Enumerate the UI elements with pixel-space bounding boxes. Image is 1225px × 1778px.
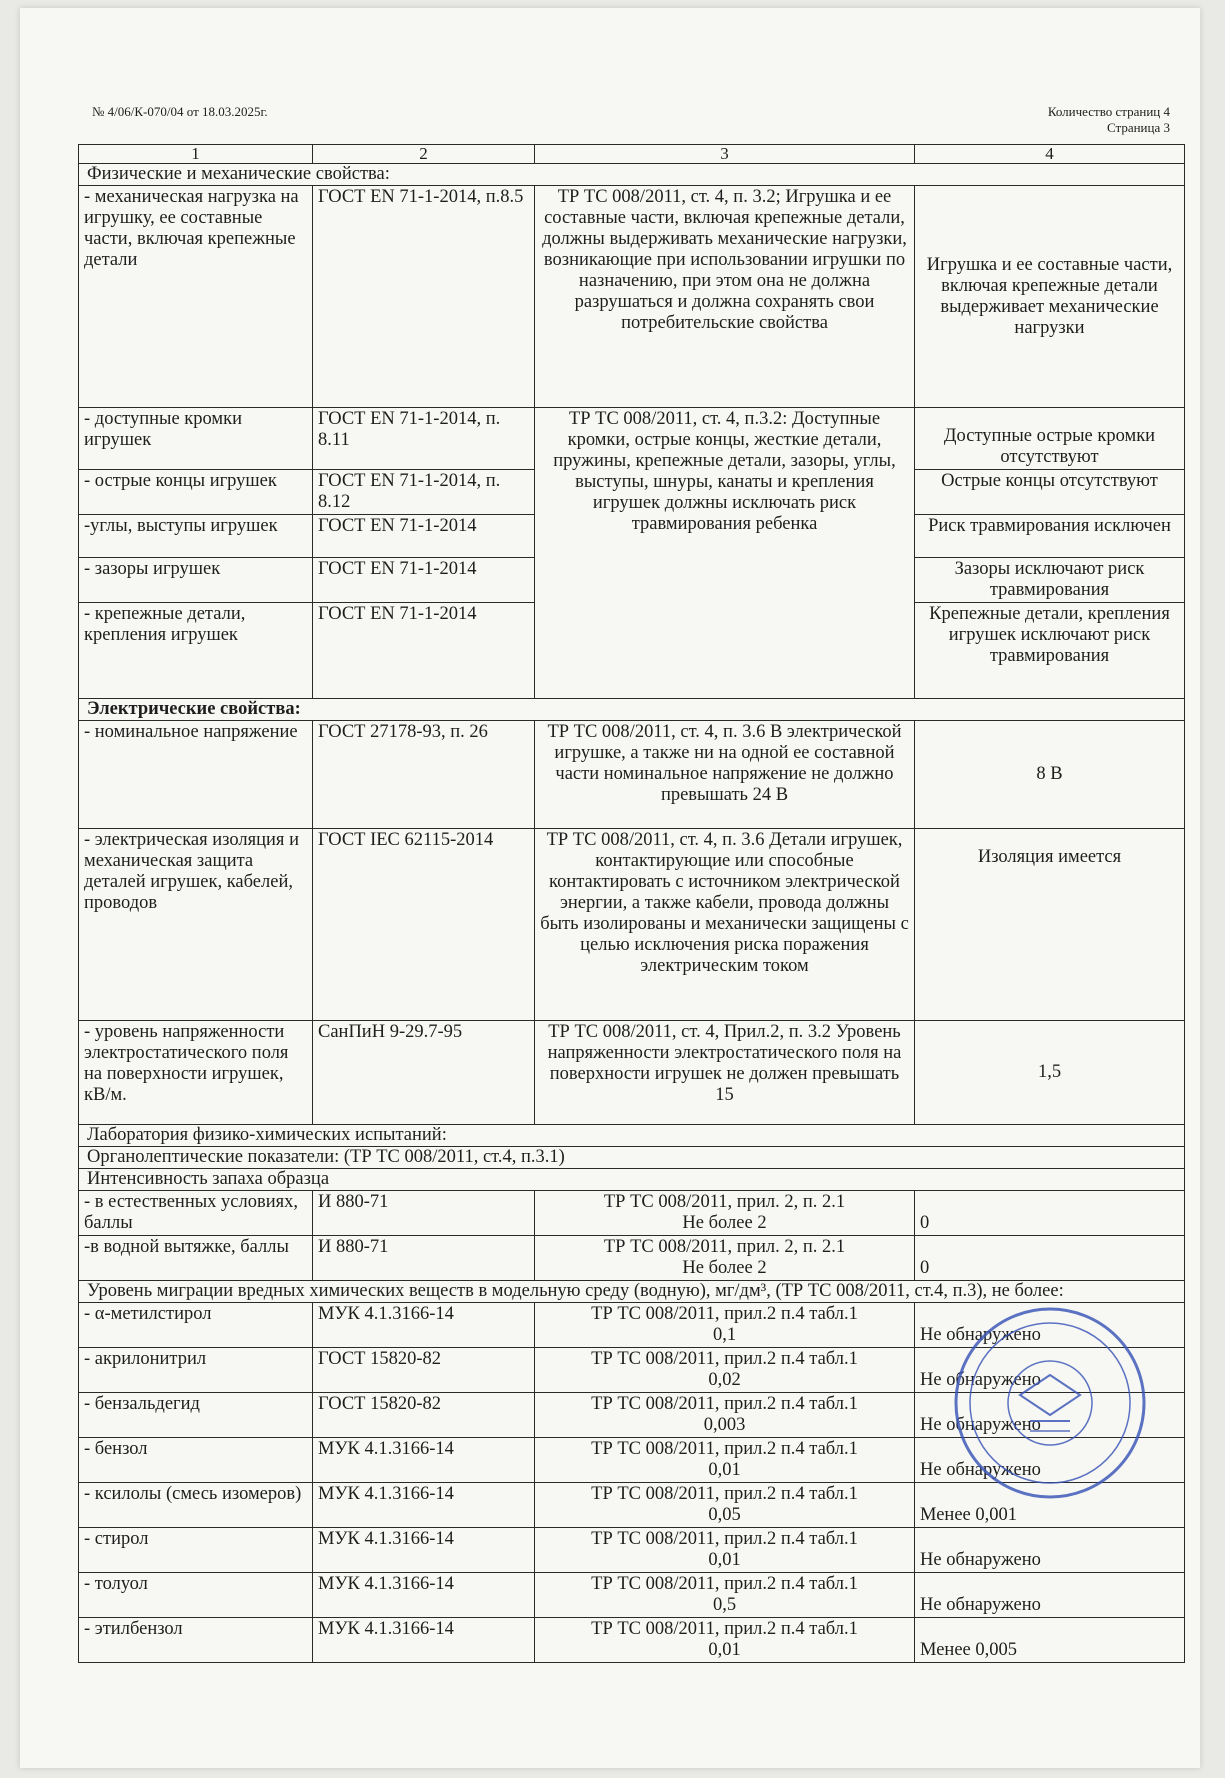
test-result: 0 bbox=[915, 1191, 1185, 1236]
test-method: МУК 4.1.3166-14 bbox=[313, 1528, 535, 1573]
test-result: Риск травмирования исключен bbox=[915, 515, 1185, 558]
column-number: 3 bbox=[535, 145, 915, 164]
section-row bbox=[79, 1147, 1185, 1169]
requirement-ref: ТР ТС 008/2011, прил.2 п.4 табл.1 bbox=[591, 1574, 858, 1594]
test-result: Не обнаружено bbox=[915, 1303, 1185, 1348]
requirement-ref: ТР ТС 008/2011, прил.2 п.4 табл.1 bbox=[591, 1394, 858, 1414]
test-method: И 880-71 bbox=[313, 1191, 535, 1236]
test-result: Доступные острые кромки отсутствуют bbox=[915, 408, 1185, 470]
requirement: ТР ТС 008/2011, ст. 4, п. 3.6 В электрической игрушке, а также ни на одной ее составной части номинальное напряжение не должно превышать 24 В bbox=[535, 721, 915, 829]
test-method: ГОСТ 15820-82 bbox=[313, 1393, 535, 1438]
indicator-name: - толуол bbox=[79, 1573, 313, 1618]
table-row bbox=[79, 1021, 1185, 1125]
requirement-limit: 0,01 bbox=[708, 1460, 741, 1480]
indicator-name: - зазоры игрушек bbox=[79, 558, 313, 603]
indicator-name: - номинальное напряжение bbox=[79, 721, 313, 829]
indicator-name: - этилбензол bbox=[79, 1618, 313, 1663]
requirement-ref: ТР ТС 008/2011, прил.2 п.4 табл.1 bbox=[591, 1349, 858, 1369]
requirement-ref: ТР ТС 008/2011, прил.2 п.4 табл.1 bbox=[591, 1304, 858, 1324]
indicator-name: -в водной вытяжке, баллы bbox=[79, 1236, 313, 1281]
test-result: Крепежные детали, крепления игрушек исключают риск травмирования bbox=[915, 603, 1185, 699]
indicator-name: - уровень напряженности электростатического поля на поверхности игрушек, кВ/м. bbox=[79, 1021, 313, 1125]
requirement bbox=[535, 1393, 915, 1438]
test-method: СанПиН 9-29.7-95 bbox=[313, 1021, 535, 1125]
table-row bbox=[79, 408, 1185, 470]
requirement bbox=[535, 1303, 915, 1348]
test-result: Не обнаружено bbox=[915, 1573, 1185, 1618]
section-title-lab: Лаборатория физико-химических испытаний: bbox=[79, 1125, 1185, 1147]
test-result: Не обнаружено bbox=[915, 1528, 1185, 1573]
requirement bbox=[535, 1483, 915, 1528]
test-result: 1,5 bbox=[915, 1021, 1185, 1125]
table-row bbox=[79, 1573, 1185, 1618]
requirement-limit: 0,01 bbox=[708, 1640, 741, 1660]
test-result: Не обнаружено bbox=[915, 1393, 1185, 1438]
section-row bbox=[79, 164, 1185, 186]
test-result: Изоляция имеется bbox=[915, 829, 1185, 1021]
requirement-ref: ТР ТС 008/2011, прил.2 п.4 табл.1 bbox=[591, 1619, 858, 1639]
section-title-odor: Интенсивность запаха образца bbox=[79, 1169, 1185, 1191]
test-method: МУК 4.1.3166-14 bbox=[313, 1618, 535, 1663]
requirement: ТР ТС 008/2011, ст. 4, Прил.2, п. 3.2 Уровень напряженности электростатического поля на поверхности игрушек не должен превышать 15 bbox=[535, 1021, 915, 1125]
round-seal-stamp bbox=[950, 1303, 1150, 1503]
test-result: Острые концы отсутствуют bbox=[915, 470, 1185, 515]
indicator-name: - α-метилстирол bbox=[79, 1303, 313, 1348]
test-method: ГОСТ IEC 62115-2014 bbox=[313, 829, 535, 1021]
test-method: И 880-71 bbox=[313, 1236, 535, 1281]
doc-number: № 4/06/К-070/04 от 18.03.2025г. bbox=[92, 104, 268, 119]
indicator-name: - доступные кромки игрушек bbox=[79, 408, 313, 470]
test-method: ГОСТ EN 71-1-2014, п. 8.11 bbox=[313, 408, 535, 470]
requirement bbox=[535, 1348, 915, 1393]
section-title-physical: Физические и механические свойства: bbox=[79, 164, 1185, 186]
indicator-name: - механическая нагрузка на игрушку, ее составные части, включая крепежные детали bbox=[79, 186, 313, 408]
section-row bbox=[79, 1125, 1185, 1147]
requirement bbox=[535, 1573, 915, 1618]
requirement-ref: ТР ТС 008/2011, прил.2 п.4 табл.1 bbox=[591, 1529, 858, 1549]
test-result: Игрушка и ее составные части, включая крепежные детали выдерживает механические нагрузки bbox=[915, 186, 1185, 408]
test-result: 0 bbox=[915, 1236, 1185, 1281]
indicator-name: - электрическая изоляция и механическая защита деталей игрушек, кабелей, проводов bbox=[79, 829, 313, 1021]
requirement: ТР ТС 008/2011, ст. 4, п.3.2: Доступные кромки, острые концы, жесткие детали, пружины, крепежные детали, зазоры, углы, выступы, шнуры, канаты и крепления игрушек должны исключать риск травмирования ребенка bbox=[535, 408, 915, 699]
table-row bbox=[79, 1191, 1185, 1236]
test-result: Зазоры исключают риск травмирования bbox=[915, 558, 1185, 603]
indicator-name: - крепежные детали, крепления игрушек bbox=[79, 603, 313, 699]
requirement bbox=[535, 1191, 915, 1236]
indicator-name: -углы, выступы игрушек bbox=[79, 515, 313, 558]
requirement-ref: ТР ТС 008/2011, прил. 2, п. 2.1 bbox=[603, 1237, 846, 1257]
column-number: 1 bbox=[79, 145, 313, 164]
test-result: Менее 0,001 bbox=[915, 1483, 1185, 1528]
test-result: Не обнаружено bbox=[915, 1348, 1185, 1393]
section-row bbox=[79, 699, 1185, 721]
indicator-name: - акрилонитрил bbox=[79, 1348, 313, 1393]
column-number: 4 bbox=[915, 145, 1185, 164]
indicator-name: - бензол bbox=[79, 1438, 313, 1483]
section-row bbox=[79, 1169, 1185, 1191]
requirement-limit: 0,1 bbox=[712, 1325, 737, 1345]
requirement-limit: 0,01 bbox=[708, 1550, 741, 1570]
requirement bbox=[535, 1618, 915, 1663]
table-row bbox=[79, 186, 1185, 408]
indicator-name: - стирол bbox=[79, 1528, 313, 1573]
test-method: МУК 4.1.3166-14 bbox=[313, 1303, 535, 1348]
table-row bbox=[79, 721, 1185, 829]
test-method: ГОСТ EN 71-1-2014, п. 8.12 bbox=[313, 470, 535, 515]
page-header bbox=[78, 98, 1184, 144]
page-current: Страница 3 bbox=[1106, 120, 1170, 135]
indicator-name: - бензальдегид bbox=[79, 1393, 313, 1438]
test-method: МУК 4.1.3166-14 bbox=[313, 1483, 535, 1528]
column-number-row bbox=[79, 145, 1185, 164]
section-title-electrical: Электрические свойства: bbox=[79, 699, 1185, 721]
test-method: МУК 4.1.3166-14 bbox=[313, 1573, 535, 1618]
test-method: ГОСТ 27178-93, п. 26 bbox=[313, 721, 535, 829]
table-row bbox=[79, 1236, 1185, 1281]
table-row bbox=[79, 1618, 1185, 1663]
requirement-limit: Не более 2 bbox=[682, 1258, 767, 1278]
requirement-ref: ТР ТС 008/2011, прил. 2, п. 2.1 bbox=[603, 1192, 846, 1212]
requirement-limit: 0,05 bbox=[708, 1505, 741, 1525]
pages-total: Количество страниц 4 bbox=[1047, 104, 1170, 119]
indicator-name: - в естественных условиях, баллы bbox=[79, 1191, 313, 1236]
document-page bbox=[20, 8, 1200, 1768]
table-row bbox=[79, 829, 1185, 1021]
test-method: МУК 4.1.3166-14 bbox=[313, 1438, 535, 1483]
test-result: Менее 0,005 bbox=[915, 1618, 1185, 1663]
requirement-ref: ТР ТС 008/2011, прил.2 п.4 табл.1 bbox=[591, 1439, 858, 1459]
requirement bbox=[535, 1236, 915, 1281]
column-number: 2 bbox=[313, 145, 535, 164]
test-method: ГОСТ EN 71-1-2014, п.8.5 bbox=[313, 186, 535, 408]
requirement-ref: ТР ТС 008/2011, прил.2 п.4 табл.1 bbox=[591, 1484, 858, 1504]
requirement bbox=[535, 1438, 915, 1483]
requirement-limit: 0,02 bbox=[708, 1370, 741, 1390]
requirement: ТР ТС 008/2011, ст. 4, п. 3.6 Детали игрушек, контактирующие или способные контактировать с источником электрической энергии, а также кабели, провода должны быть изолированы и механически защищены с целью исключения риска поражения электрическим током bbox=[535, 829, 915, 1021]
section-title-migration: Уровень миграции вредных химических веществ в модельную среду (водную), мг/дм³, (ТР ТС 008/2011, ст.4, п.3), не более: bbox=[79, 1281, 1185, 1303]
indicator-name: - острые концы игрушек bbox=[79, 470, 313, 515]
section-row bbox=[79, 1281, 1185, 1303]
requirement-limit: 0,5 bbox=[712, 1595, 737, 1615]
test-method: ГОСТ EN 71-1-2014 bbox=[313, 603, 535, 699]
test-result: 8 В bbox=[915, 721, 1185, 829]
section-title-organoleptic: Органолептические показатели: (ТР ТС 008/2011, ст.4, п.3.1) bbox=[79, 1147, 1185, 1169]
test-method: ГОСТ EN 71-1-2014 bbox=[313, 515, 535, 558]
indicator-name: - ксилолы (смесь изомеров) bbox=[79, 1483, 313, 1528]
requirement bbox=[535, 1528, 915, 1573]
test-result: Не обнаружено bbox=[915, 1438, 1185, 1483]
test-method: ГОСТ 15820-82 bbox=[313, 1348, 535, 1393]
requirement: ТР ТС 008/2011, ст. 4, п. 3.2; Игрушка и ее составные части, включая крепежные детали, должны выдерживать механические нагрузки, возникающие при использовании игрушки по назначению, при этом она не должна разрушаться и должна сохранять свои потребительские свойства bbox=[535, 186, 915, 408]
table-row bbox=[79, 1528, 1185, 1573]
test-method: ГОСТ EN 71-1-2014 bbox=[313, 558, 535, 603]
requirement-limit: 0,003 bbox=[703, 1415, 746, 1435]
requirement-limit: Не более 2 bbox=[682, 1213, 767, 1233]
